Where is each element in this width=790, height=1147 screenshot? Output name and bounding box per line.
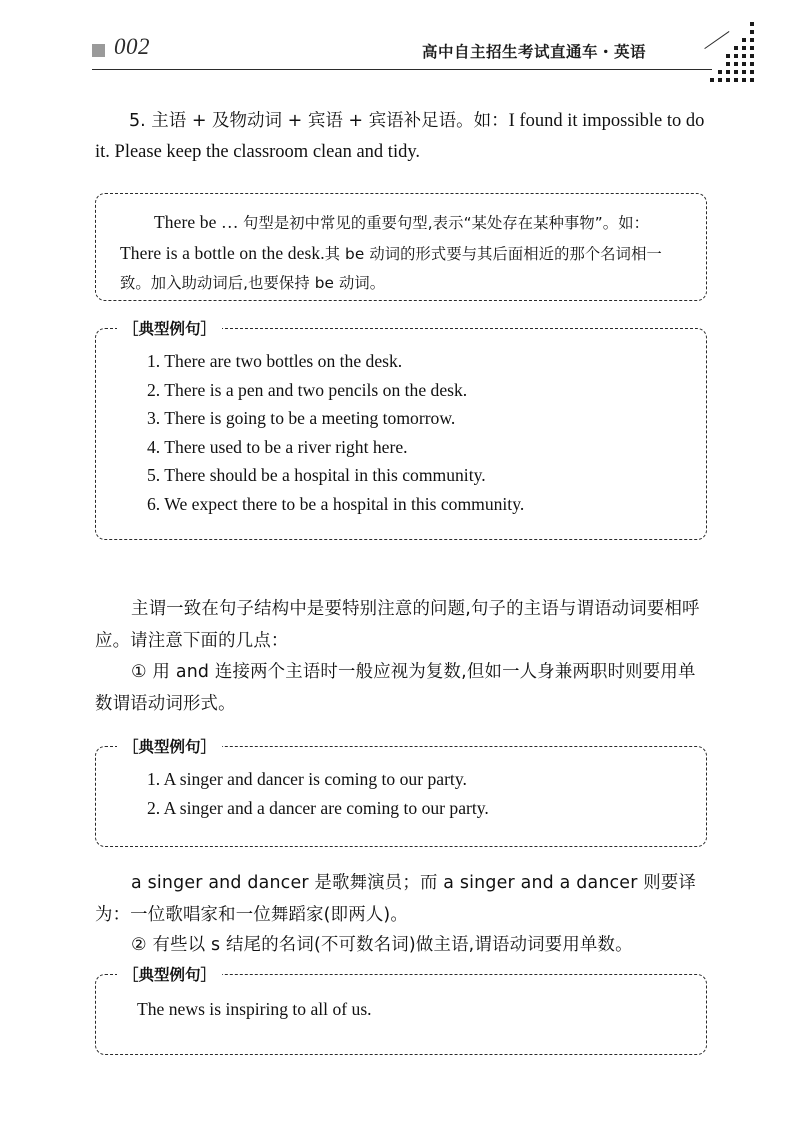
example-box-1-label: ［典型例句］ (117, 317, 222, 339)
example-box-1-list (147, 347, 687, 518)
paragraph-rule-1: ① 用 and 连接两个主语时一般应视为复数,但如一人身兼两职时则要用单数谓语动词形式。 (95, 662, 696, 714)
example-box-3 (95, 963, 707, 1055)
paragraph-rule-2: ② 有些以 s 结尾的名词(不可数名词)做主语,谓语动词要用单数。 (131, 935, 633, 955)
note-cn-1: 句型是初中常见的重要句型,表示“某处存在某种事物”。如： (243, 214, 649, 232)
header-rule (92, 69, 712, 70)
page-header (92, 36, 712, 80)
list-item: 5. There should be a hospital in this community. (147, 465, 486, 485)
list-item: 3. There is going to be a meeting tomorrow. (147, 408, 456, 428)
example-box-3-label: ［典型例句］ (117, 963, 222, 985)
note-there-be-example: There is a bottle on the desk. (120, 242, 325, 263)
example-box-2 (95, 735, 707, 847)
example-box-2-list (147, 765, 687, 822)
list-item: 1. There are two bottles on the desk. (147, 351, 403, 371)
list-item: 2. A singer and a dancer are coming to our party. (147, 797, 489, 818)
note-cn-2: 其 be 动词的形式要与其后面相近的那个名词相一致。加入助动词后,也要保持 be 动词。 (120, 244, 662, 292)
page-number: 002 (114, 34, 150, 59)
list-item: 2. There is a pen and two pencils on the desk. (147, 379, 468, 400)
note-box-text (120, 208, 684, 299)
running-title: 高中自主招生考试直通车・英语 (422, 43, 647, 61)
list-item: 6. We expect there to be a hospital in this community. (147, 493, 525, 514)
decorative-dot-grid (702, 22, 762, 84)
paragraph-item-5-cn: 5. 主语 + 及物动词 + 宾语 + 宾语补足语。如： (129, 111, 509, 131)
paragraph-subject-verb-agreement: 主谓一致在句子结构中是要特别注意的问题,句子的主语与谓语动词要相呼应。请注意下面的几点： (95, 599, 700, 651)
paragraph-item-5-en: I found it impossible to do it. Please keep the classroom clean and tidy. (95, 111, 705, 162)
example-box-3-list (137, 995, 687, 1024)
folio-square-icon (92, 44, 105, 57)
paragraph-explanation: a singer and dancer 是歌舞演员；而 a singer and a dancer 则要译为：一位歌唱家和一位舞蹈家(即两人)。 (95, 873, 697, 925)
example-box-2-label: ［典型例句］ (117, 735, 222, 757)
example-box-1 (95, 317, 707, 540)
note-box (95, 193, 707, 301)
list-item: 4. There used to be a river right here. (147, 436, 408, 457)
list-item: 1. A singer and dancer is coming to our party. (147, 769, 467, 789)
note-there-be: There be … (154, 212, 244, 232)
paragraph-item-5 (95, 106, 705, 168)
list-item: The news is inspiring to all of us. (137, 999, 372, 1019)
